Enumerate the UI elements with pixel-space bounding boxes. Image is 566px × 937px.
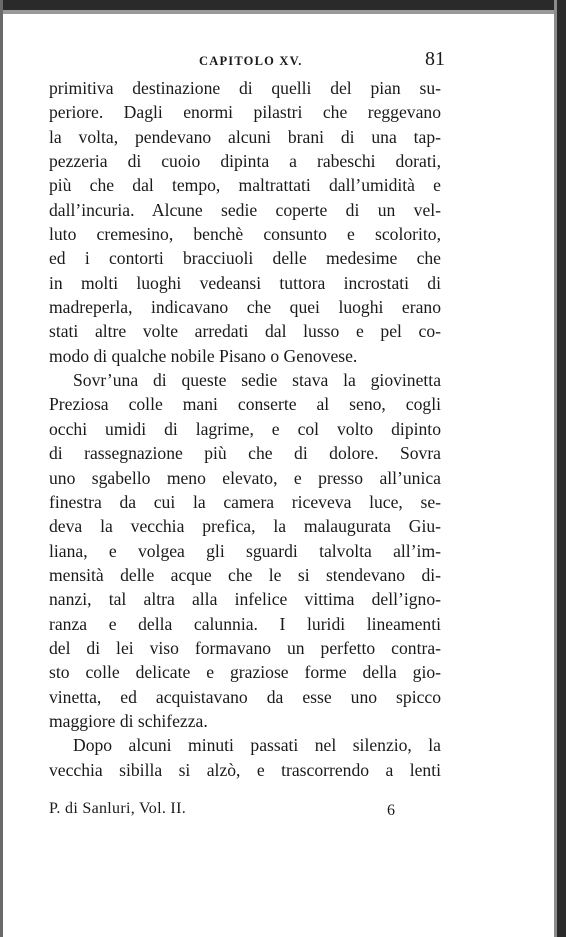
text-line: liana, e volgea gli sguardi talvolta all’im-	[49, 540, 441, 561]
text-line: del di lei viso formavano un perfetto contra-	[49, 637, 441, 658]
text-line: stati altre volte arredati dal lusso e pel co-	[49, 321, 441, 342]
scan-left-border	[0, 0, 3, 937]
text-line: deva la vecchia prefica, la malaugurata Giu-	[49, 516, 441, 537]
text-line: luto cremesino, benchè consunto e scolorito,	[49, 224, 441, 245]
scan-right-shadow	[554, 0, 557, 937]
text-line: più che dal tempo, maltrattati dall’umidità e	[49, 175, 441, 196]
paragraph-start-line: Dopo alcuni minuti passati nel silenzio, la	[73, 735, 441, 756]
text-line: madreperla, indicavano che quei luoghi erano	[49, 297, 441, 318]
text-line: nanzi, tal altra alla infelice vittima dell’igno-	[49, 589, 441, 610]
text-line: primitiva destinazione di quelli del pian su-	[49, 78, 441, 98]
text-line: uno sgabello meno elevato, e presso all’unica	[49, 467, 441, 488]
text-line: modo di qualche nobile Pisano o Genovese.	[49, 345, 358, 366]
scan-top-shadow	[0, 10, 566, 14]
text-line: ranza e della calunnia. I luridi lineamenti	[49, 613, 441, 634]
text-line: mensità delle acque che le si stendevano di-	[49, 564, 441, 585]
text-line: finestra da cui la camera riceveva luce, se-	[49, 491, 441, 512]
body-text	[49, 76, 441, 782]
text-line: dall’incuria. Alcune sedie coperte di un vel-	[49, 199, 441, 220]
signature-line	[49, 800, 441, 824]
page-number: 81	[425, 48, 445, 70]
chapter-heading: CAPITOLO XV.	[199, 54, 303, 68]
paragraph-start-line: Sovr’una di queste sedie stava la giovinetta	[73, 370, 441, 391]
text-line: pezzeria di cuoio dipinta a rabeschi dorati,	[49, 151, 441, 172]
text-line: Preziosa colle mani conserte al seno, cogli	[49, 394, 441, 415]
text-line: ed i contorti bracciuoli delle medesime che	[49, 248, 441, 269]
text-line: in molti luoghi vedeansi tuttora incrostati di	[49, 272, 441, 293]
text-line: vecchia sibilla si alzò, e trascorrendo a lenti	[49, 759, 441, 780]
book-page	[49, 46, 445, 819]
text-line: di rassegnazione più che di dolore. Sovra	[49, 443, 441, 464]
scan-right-border	[556, 0, 566, 937]
signature-number: 6	[387, 802, 395, 819]
running-head	[49, 46, 445, 76]
text-line: vinetta, ed acquistavano da esse uno spicco	[49, 686, 441, 707]
printer-signature: P. di Sanluri, Vol. II.	[49, 800, 186, 817]
text-line: sto colle delicate e graziose forme della gio-	[49, 662, 441, 683]
text-line: maggiore di schifezza.	[49, 710, 208, 731]
text-line: occhi umidi di lagrime, e col volto dipinto	[49, 418, 441, 439]
text-line: la volta, pendevano alcuni brani di una tap-	[49, 126, 441, 147]
text-line: periore. Dagli enormi pilastri che reggevano	[49, 102, 441, 123]
